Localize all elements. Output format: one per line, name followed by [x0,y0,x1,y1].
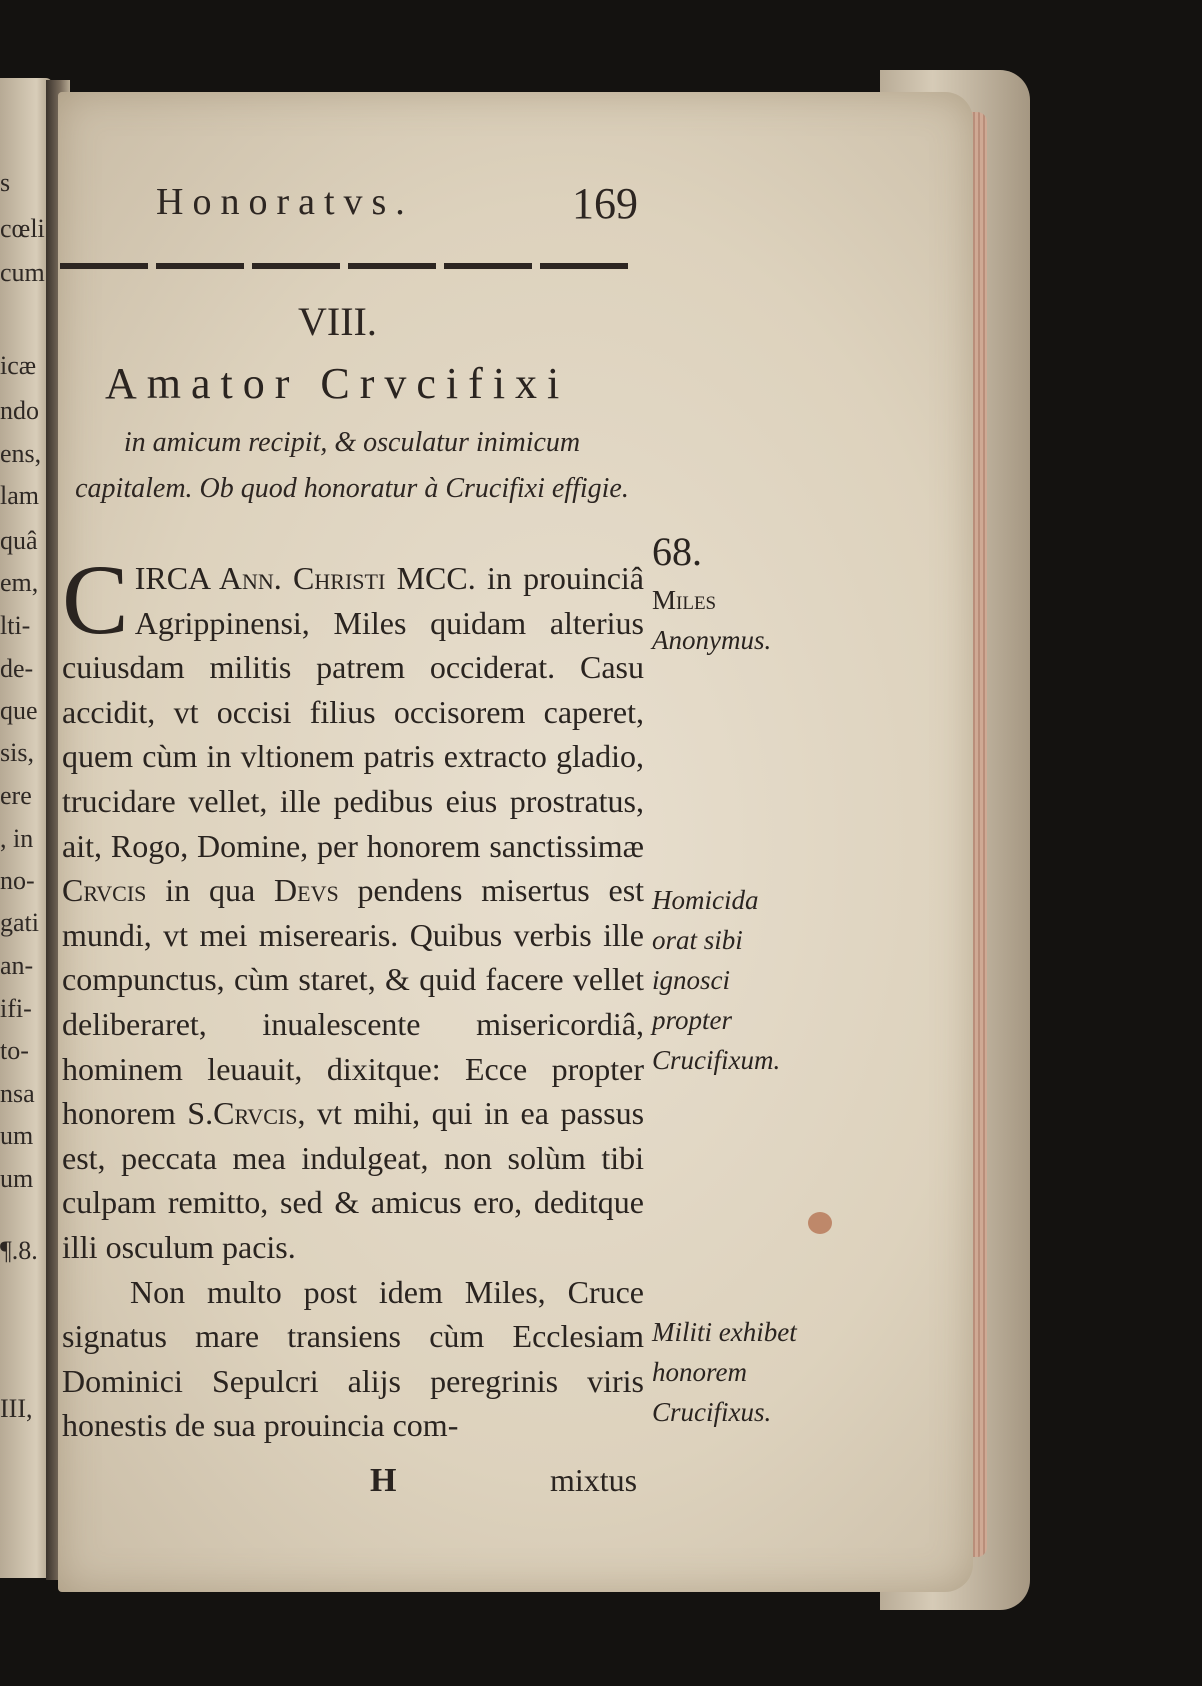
left-page-fragment: cum [0,258,45,287]
paragraph-2: Non multo post idem Miles, Cruce signatus mare transiens cùm Ecclesiam Dominici Sepulcri alijs peregrinis viris honestis de sua prouincia com- [62,1273,644,1444]
header-rule [60,263,635,269]
left-page-fragment: um [0,1121,34,1150]
left-page-fragment: ens, [0,439,42,468]
margin-note-1 [652,580,812,660]
left-page-fragment: , in [0,824,34,853]
running-head: Honoratvs. [156,181,414,223]
margin-number: 68. [652,529,702,574]
drop-capital: C [62,544,129,655]
left-page-fragment: em, [0,568,39,597]
left-page-fragment: no- [0,866,35,895]
signature-mark: H [370,1462,397,1499]
margin-note-3: Militi exhibet honorem Crucifixus. [652,1317,797,1427]
left-page-fragment: cœli [0,214,45,243]
left-page-fragment: icæ [0,351,37,380]
left-page-fragment: nsa [0,1079,35,1108]
left-page-fragment: ifi- [0,994,32,1023]
left-page-fragment: s [0,168,11,197]
left-page-fragment: de- [0,654,34,683]
left-page-fragment: lam [0,481,39,510]
page-number: 169 [572,179,638,228]
margin-note-1-text: Anonymus. [652,625,772,655]
body-text [62,544,645,1448]
left-page-fragment: que [0,696,38,725]
left-page-fragment: ¶.8. [0,1236,38,1265]
margin-note-2: Homicida orat sibi ignosci propter Crucifixum. [652,885,781,1075]
previous-page-edge [0,78,52,1578]
margin-note-1-title: Miles [652,585,717,615]
left-page-fragment: ndo [0,396,39,425]
left-page-fragment: lti- [0,611,31,640]
left-page-fragment: ere [0,781,32,810]
chapter-argument: in amicum recipit, & osculatur inimicum capitalem. Ob quod honoratur à Crucifixi effigie. [75,427,629,504]
section-number: VIII. [298,299,377,344]
left-page-fragment: sis, [0,738,34,767]
section-title: Amator Crvcifixi [105,359,570,408]
left-page-fragment: um [0,1164,34,1193]
catchword: mixtus [550,1462,638,1498]
left-page-fragment: quâ [0,526,38,555]
paragraph-1: CIRCA Ann. Christi MCC. in prouinciâ Agrippinensi, Miles quidam alterius cuiusdam militis patrem occiderat. Casu accidit, vt occisi filius occisorem caperet, quem cùm in vltionem patris extracto gladio, trucidare vellet, ille pedibus eius prostratus, ait, Rogo, Domine, per honorem sanctissimæ Crvcis in qua Devs pendens misertus est mundi, vt mei miserearis. Quibus verbis ille compunctus, cùm staret, & quid facere vellet deliberaret, inualescente misericordiâ, hominem leuauit, dixitque: Ecce propter honorem S.Crvcis, vt mihi, qui in ea passus est, peccata mea indulgeat, non solùm tibi culpam remitto, sed & amicus ero, deditque illi osculum pacis. [62,544,645,1265]
left-page-fragment: an- [0,951,34,980]
margin-note-number [652,529,812,576]
left-page-fragment: gati [0,908,39,937]
left-page-fragment: to- [0,1036,29,1065]
left-page-fragment: III, [0,1394,33,1423]
paper-stain [808,1212,832,1234]
